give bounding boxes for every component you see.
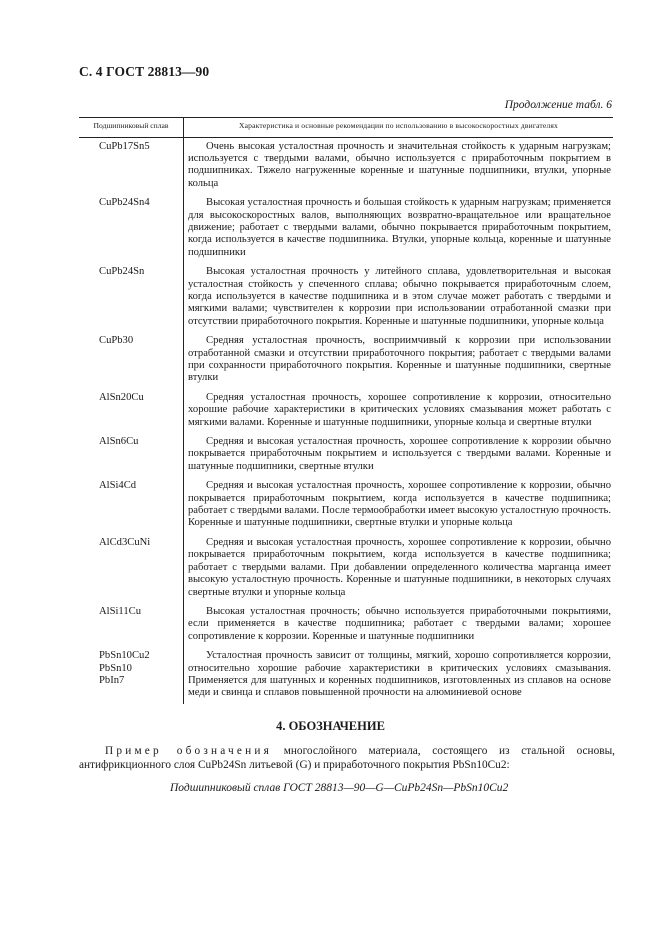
- alloy-description: Средняя усталостная прочность, хорошее сопротивление к коррозии, относительно хорошие рабочие характеристики в критических условиях смазывания может работать с мягкими валами. Коренные и шатунные подшипники, упорные кольца и свертные втулки: [188, 391, 611, 428]
- table-row: [79, 194, 613, 263]
- alloy-name: CuPb30: [79, 332, 184, 389]
- alloy-name: CuPb24Sn: [79, 263, 184, 332]
- section-title: 4. ОБОЗНАЧЕНИЕ: [276, 719, 385, 733]
- table-row: [79, 534, 613, 603]
- alloy-table: [79, 117, 613, 704]
- table-row: [79, 332, 613, 389]
- alloy-description: Высокая усталостная прочность и большая стойкость к ударным нагрузкам; применяется для высокоскоростных валов, выполняющих возвратно-вращательное или вращательное движение; работает с твердыми валами, обычно покрывается приработочным покрытием, когда используется в качестве подшипника. Втулки, упорные кольца, коренные и шатунные подшипники: [188, 197, 611, 258]
- example-lead: Пример обозначения: [105, 745, 273, 757]
- alloy-name: AlCd3CuNi: [79, 534, 184, 603]
- alloy-name: AlSi11Cu: [79, 603, 184, 647]
- alloy-name: CuPb24Sn4: [79, 194, 184, 263]
- example-text: многослойного материала, состоящего из стальной основы, антифрикционного слоя CuPb24Sn литьевой (G) и приработочного покрытия PbSn10Cu2:: [79, 745, 616, 771]
- alloy-name: PbSn10Cu2: [99, 650, 150, 662]
- table-row: [79, 433, 613, 477]
- alloy-name-group: [79, 647, 184, 704]
- table-row: [79, 477, 613, 534]
- alloy-description: Средняя усталостная прочность, восприимчивый к коррозии при использовании отработанной смазки и отсутствии приработочного покрытия; работает с твердыми валами при сохранности приработочного покрытия. Коренные и шатунные подшипники, свертные втулки: [188, 335, 611, 384]
- table-row: [79, 137, 613, 194]
- alloy-name: AlSn6Cu: [79, 433, 184, 477]
- table-continuation-label: Продолжение табл. 6: [504, 99, 612, 111]
- column-header-description: Характеристика и основные рекомендации по использованию в высокоскоростных двигателях: [184, 118, 614, 138]
- alloy-name: CuPb17Sn5: [79, 137, 184, 194]
- alloy-name: PbSn10: [99, 662, 132, 674]
- table-row: [79, 263, 613, 332]
- alloy-description: Очень высокая усталостная прочность и значительная стойкость к ударным нагрузкам; используется с твердыми валами, обычно используется с приработочным покрытием в подшипниках. Тяжело нагруженные коренные и шатунные подшипники, втулки, упорные кольца: [188, 140, 611, 189]
- alloy-description: Высокая усталостная прочность; обычно используется приработочными покрытиями, если применяется в качестве подшипника; работает с твердыми валами; хорошее сопротивление к коррозии. Коренные и шатунные подшипники: [188, 605, 611, 642]
- column-header-alloy: Подшипниковый сплав: [79, 118, 184, 138]
- page-header: С. 4 ГОСТ 28813—90: [79, 64, 210, 79]
- alloy-description: Средняя и высокая усталостная прочность, хорошее сопротивление к коррозии, обычно покрывается приработочным покрытием, когда используется в качестве подшипника; работает с твердыми валами. При добавлении определенного количества марганца имеет высокую усталостную прочность. Коренные и шатунные подшипники, в некоторых случаях свертные втулки и упорные кольца: [188, 536, 611, 598]
- alloy-description: Высокая усталостная прочность у литейного сплава, удовлетворительная и высокая усталостная стойкость у спеченного сплава; обычно покрывается приработочным слоем, когда используется в качестве подшипника и в этом случае может работать с твердыми и мягкими валами; чувствителен к коррозии при использовании отработанной смазки при отсутствии приработочного покрытия. Коренные и шатунные подшипники, упорные кольца: [188, 266, 611, 327]
- example-paragraph: [79, 744, 615, 772]
- table-header-row: [79, 118, 613, 138]
- alloy-description: Средняя и высокая усталостная прочность, хорошее сопротивление к коррозии обычно покрывается приработочным покрытием и используется с твердыми валами. Коренные и шатунные подшипники, свертные втулки: [188, 436, 611, 472]
- alloy-name: AlSn20Cu: [79, 389, 184, 433]
- alloy-description: Средняя и высокая усталостная прочность, хорошее сопротивление к коррозии, обычно покрывается приработочным покрытием, когда используется в качестве подшипника; работает с твердыми валами. После термообработки имеет высокую усталостную прочность. Коренные и шатунные подшипники, свертные втулки и упорные кольца: [188, 480, 611, 529]
- table-row: [79, 603, 613, 647]
- table-row: [79, 647, 613, 704]
- table-row: [79, 389, 613, 433]
- designation-example: Подшипниковый сплав ГОСТ 28813—90—G—CuPb24Sn—PbSn10Cu2: [170, 782, 509, 794]
- alloy-name: AlSi4Cd: [79, 477, 184, 534]
- alloy-name: PbIn7: [99, 674, 125, 686]
- alloy-description: Усталостная прочность зависит от толщины, мягкий, хорошо сопротивляется коррозии, относительно хорошие рабочие характеристики в критических условиях смазывания. Применяется для шатунных и коренных подшипников, изготовленных из сплавов на основе меди и свинца и сплавов повышенной прочности на алюминиевой основе: [188, 650, 611, 699]
